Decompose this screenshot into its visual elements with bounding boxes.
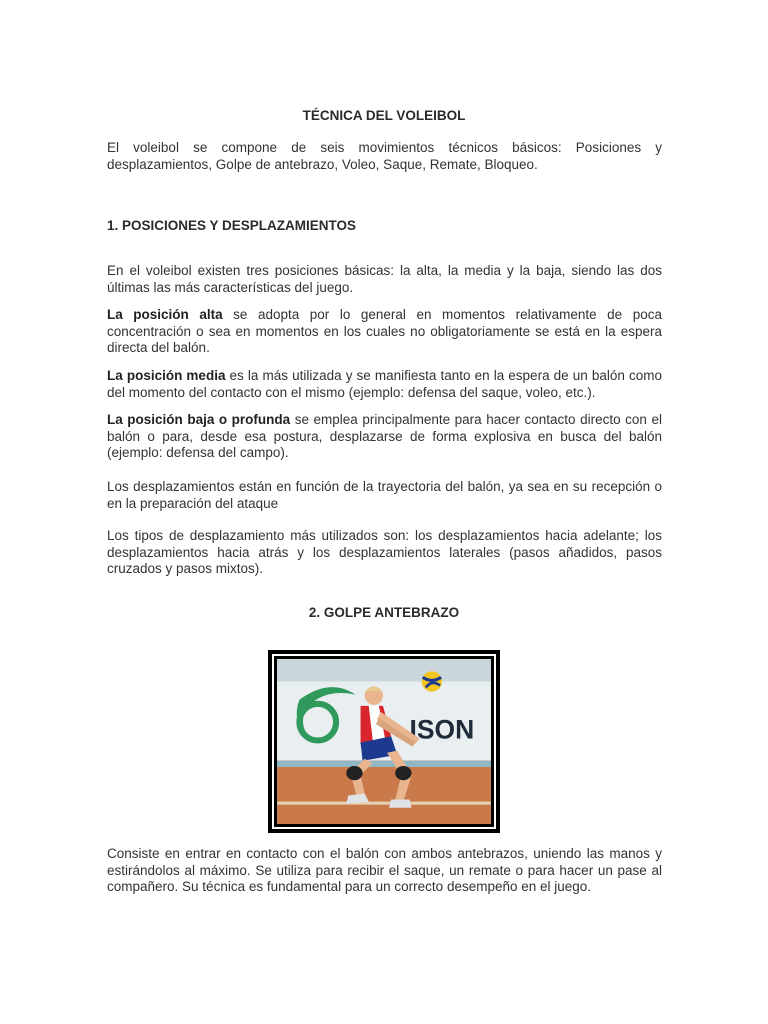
- document-title: TÉCNICA DEL VOLEIBOL: [302, 108, 466, 123]
- volleyball-photo: [268, 650, 500, 833]
- movement-types-paragraph: Los tipos de desplazamiento más utilizados son: los desplazamientos hacia adelante; los desplazamientos hacia atrás y los desplazamientos laterales (pasos añadidos, pasos cruzados y pasos mixtos).: [107, 528, 662, 576]
- banner-text: ISON: [409, 714, 475, 745]
- intro-paragraph: El voleibol se compone de seis movimientos técnicos básicos: Posiciones y desplazamientos, Golpe de antebrazo, Voleo, Saque, Remate, Bloqueo.: [107, 140, 662, 172]
- high-position-text: se adopta por lo general en momentos relativamente de poca concentración o sea en momentos en los cuales no obligatoriamente se está en la espera directa del balón.: [107, 307, 662, 355]
- section1-heading: 1. POSICIONES Y DESPLAZAMIENTOS: [107, 218, 357, 233]
- high-position-lead: La posición alta: [107, 307, 223, 322]
- volleyball-player-illustration: [277, 659, 491, 824]
- high-position-paragraph: [107, 307, 662, 357]
- low-position-paragraph: [107, 412, 662, 462]
- middle-position-lead: La posición media: [107, 368, 226, 383]
- middle-position-text: es la más utilizada y se manifiesta tanto en la espera de un balón como del momento del contacto con el mismo (ejemplo: defensa del saque, voleo, etc.).: [107, 368, 662, 400]
- low-position-text: se emplea principalmente para hacer contacto directo con el balón o para, desde esa postura, desplazarse de forma explosiva en busca del balón (ejemplo: defensa del campo).: [107, 412, 662, 460]
- forearm-pass-paragraph: Consiste en entrar en contacto con el balón con ambos antebrazos, uniendo las manos y estirándolos al máximo. Se utiliza para recibir el saque, un remate o para hacer un pase al compañero. Su técnica es fundamental para un correcto desempeño en el juego.: [107, 846, 662, 894]
- section2-heading: 2. GOLPE ANTEBRAZO: [308, 605, 460, 620]
- volleyball-photo-inner: [272, 654, 496, 829]
- middle-position-paragraph: [107, 368, 662, 401]
- low-position-lead: La posición baja o profunda: [107, 412, 291, 427]
- positions-paragraph: En el voleibol existen tres posiciones básicas: la alta, la media y la baja, siendo las dos últimas las más características del juego.: [107, 263, 662, 295]
- movement-paragraph: Los desplazamientos están en función de la trayectoria del balón, ya sea en su recepción o en la preparación del ataque: [107, 479, 662, 511]
